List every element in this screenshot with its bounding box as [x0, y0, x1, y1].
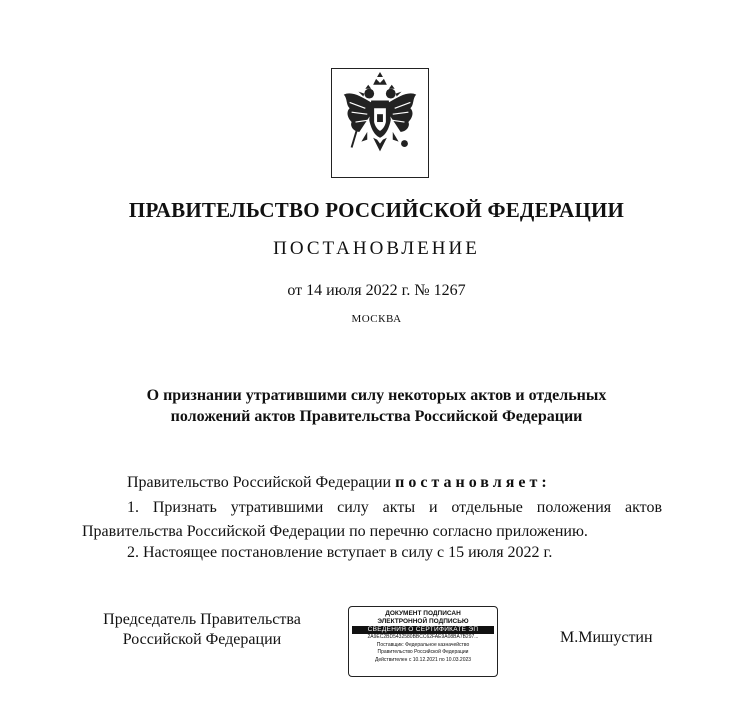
document-type: ПОСТАНОВЛЕНИЕ [273, 238, 480, 259]
stamp-certificate-bar: СВЕДЕНИЯ О СЕРТИФИКАТЕ ЭП [352, 626, 494, 634]
issuer-heading: ПРАВИТЕЛЬСТВО РОССИЙСКОЙ ФЕДЕРАЦИИ [128, 198, 625, 222]
city: МОСКВА [351, 313, 402, 325]
preamble-verb: постановляет: [395, 474, 551, 491]
electronic-signature-stamp [348, 606, 498, 677]
item-2-paragraph: 2. Настоящее постановление вступает в силу с 15 июля 2022 г. [127, 544, 553, 561]
stamp-validity: Действителен с 10.12.2021 по 10.03.2023 [374, 656, 472, 663]
stamp-owner: Правительство Российской Федерации [377, 649, 469, 655]
preamble-paragraph [82, 471, 662, 495]
subject-line: О признании утратившими силу некоторых актов и отдельных [146, 387, 607, 404]
stamp-header-line: ЭЛЕКТРОННОЙ ПОДПИСЬЮ [377, 617, 469, 625]
stamp-serial: 2A9EC2BD5432580BBCC62FAE9A08BA7B297... [367, 634, 479, 640]
stamp-issuer: Поставщик: Федеральное казначейство [376, 641, 470, 648]
russian-coat-of-arms-icon [331, 68, 429, 178]
signer-title-line: Российской Федерации [122, 631, 282, 648]
item-1-paragraph: 1. Признать утратившими силу акты и отдельные положения актов Правительства Российской Федерации по перечню согласно приложению. [82, 499, 662, 540]
stamp-header [349, 610, 497, 625]
document-subject [0, 385, 753, 427]
signer-title [82, 610, 322, 650]
stamp-header-line: ДОКУМЕНТ ПОДПИСАН [385, 610, 461, 617]
date-and-number: от 14 июля 2022 г. № 1267 [287, 282, 466, 299]
preamble-text: Правительство Российской Федерации [127, 474, 396, 491]
signer-name: М.Мишустин [560, 629, 653, 646]
signer-title-line: Председатель Правительства [103, 611, 301, 628]
subject-line: положений актов Правительства Российской Федерации [170, 408, 583, 425]
